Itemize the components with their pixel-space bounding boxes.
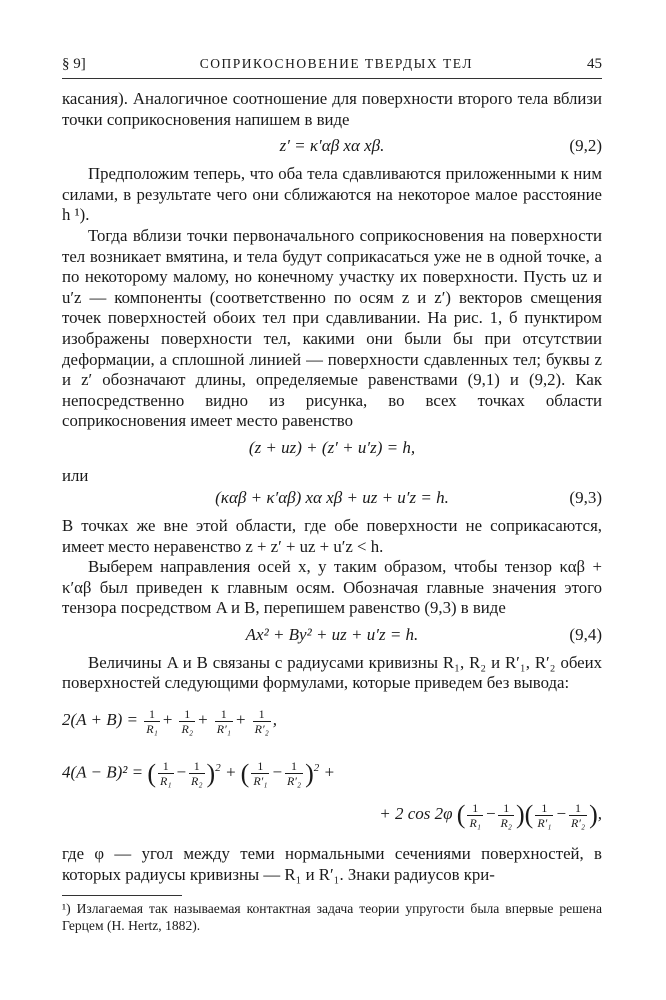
equation-number: (9,2)	[569, 136, 602, 156]
equation-number: (9,3)	[569, 487, 602, 507]
paragraph-3: Тогда вблизи точки первоначального соприкосновения на поверхности тел возникает вмятина, и тела будут соприкасаться уже не в одной точке, а по некоторому малому, но конечному участку их поверхности. Пусть uz и u′z — компоненты (соответственно по осям z и z′) векторов смещения точек поверхностей обоих тел при сдавливании. На рис. 1, б пунктиром изображены поверхности тел, какими они были бы при отсутствии деформации, а сплошной линией — поверхности сдавленных тел; буквы z и z′ обозначают длины, определяемые равенствами (9,1) и (9,2). Как непосредственно видно из рисунка, во всех точках области соприкосновения имеет место равенство	[62, 225, 602, 431]
equation-body: (z + uz) + (z′ + u′z) = h,	[248, 437, 416, 457]
equation-9-2	[62, 134, 602, 158]
paragraph-6: Величины A и B связаны с радиусами кривизны R₁, R₂ и R′₁, R′₂ обеих поверхностей следующими формулами, которые приведем без вывода:	[62, 652, 602, 693]
equation-9-3	[62, 486, 602, 510]
formula-lead: + 2 cos 2φ	[379, 804, 453, 824]
paragraph-4: В точках же вне этой области, где обе поверхности не соприкасаются, имеет место неравенство z + z′ + uz + u′z < h.	[62, 515, 602, 556]
formula-lhs: 4(A − B)² =	[62, 762, 144, 782]
fraction: $\frac{1}{\text{R₁}}$	[146, 706, 158, 736]
formula-sum: 2(A + B) = $\frac{1}{\text{R₁}}$ + $\frac{1}{\text{R₂}}$ + $\frac{1}{\text{R′₁}}$ + $\frac{1}{\text{R′₂}}$ ,	[62, 706, 277, 736]
paragraph-2: Предположим теперь, что оба тела сдавливаются приложенными к ним силами, в результате чего они сближаются на некоторое малое расстояние h ¹).	[62, 164, 602, 225]
page-number: 45	[586, 56, 602, 72]
book-page	[62, 56, 602, 934]
paragraph-7: где φ — угол между теми нормальными сечениями поверхностей, в которых радиусы кривизны — R₁ и R′₁. Знаки радиусов кри-	[62, 844, 602, 884]
fraction: $\frac{1}{\text{R′₁}}$	[216, 706, 231, 736]
running-header	[62, 56, 602, 79]
equation-body: (καβ + κ′αβ) xα xβ + uz + u′z = h.	[215, 487, 449, 507]
paragraph-5: Выберем направления осей x, y таким образом, чтобы тензор καβ + κ′αβ был приведен к главным осям. Обозначая главные значения этого тензора посредством A и B, перепишем равенство (9,3) в виде	[62, 557, 602, 618]
equation-body: z′ = κ′αβ xα xβ.	[279, 136, 385, 156]
footnote-rule	[62, 895, 182, 896]
footnote: ¹) Излагаемая так называемая контактная задача теории упругости была впервые решена Герцем (H. Hertz, 1882).	[62, 901, 602, 934]
formula-lhs: 2(A + B) =	[62, 710, 138, 730]
equation-number: (9,4)	[569, 624, 602, 644]
fraction: $\frac{1}{\text{R′₂}}$	[254, 706, 269, 736]
section-mark: § 9]	[62, 56, 86, 72]
fraction: $\frac{1}{\text{R₂}}$	[181, 706, 193, 736]
equation-9-4	[62, 623, 602, 647]
paragraph-1: касания). Аналогичное соотношение для поверхности второго тела вблизи точки соприкосновения напишем в виде	[62, 89, 602, 129]
formula-diff-line2: + 2 cos 2φ ( $\frac{1}{\text{R₁}}$ − $\frac{1}{\text{R₂}}$ )( $\frac{1}{\text{R′₁}}$ − $\frac{1}{\text{R′₂}}$ ),	[379, 800, 602, 830]
formula-diff-line1: 4(A − B)² = ( $\frac{1}{\text{R₁}}$ − $\frac{1}{\text{R₂}}$ )$^2$ + ( $\frac{1}{\text{R′₁}}$ − $\frac{1}{\text{R′₂}}$ )$^2$ +	[62, 758, 336, 789]
equation-body: Ax² + By² + uz + u′z = h.	[245, 624, 419, 644]
equation-contact	[62, 436, 602, 460]
chapter-title: СОПРИКОСНОВЕНИЕ ТВЕРДЫХ ТЕЛ	[199, 56, 474, 71]
word-or: или	[62, 465, 89, 485]
